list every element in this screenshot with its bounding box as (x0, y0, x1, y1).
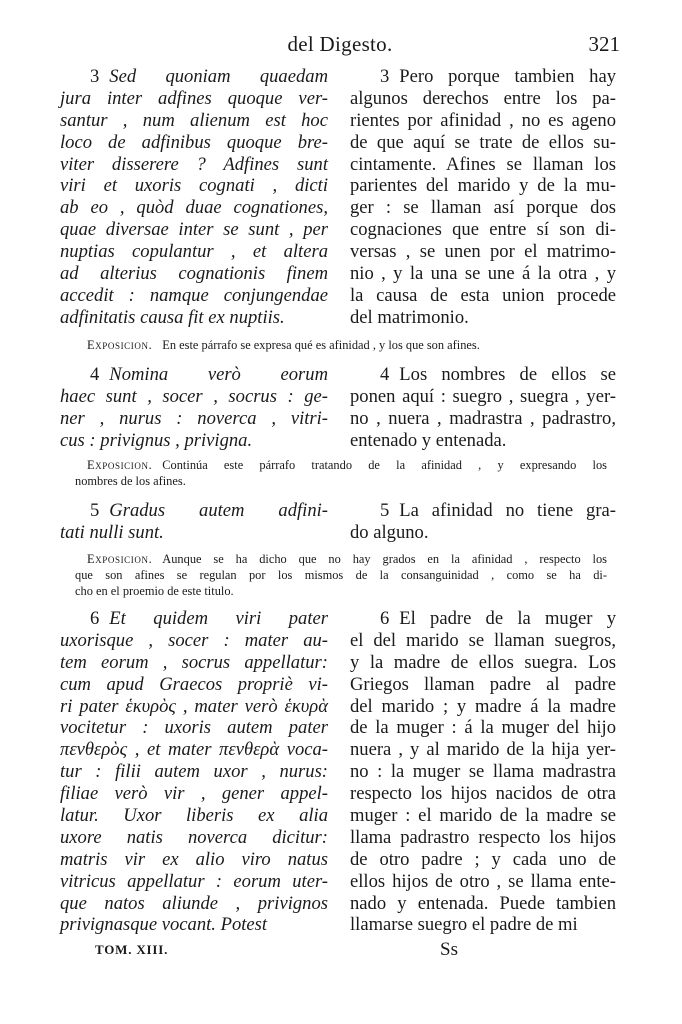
exposition-line: cho en el proemio de este titulo. (75, 584, 234, 598)
text-line: no , nuera , madrastra , padrastro, (350, 407, 616, 429)
text-line (60, 66, 328, 88)
paragraph-5 (60, 500, 620, 544)
exposition-text: Continúa este párrafo tratando de la afinidad , y expresando los (162, 458, 607, 472)
text-line: tati nulli sunt. (60, 521, 164, 543)
text-line: ri pater ἑκυρὸς , mater verò ἑκυρὰ (60, 695, 328, 717)
paragraph-number: 3 (380, 66, 390, 87)
paragraph-6 (60, 608, 620, 938)
text-line: vocitetur : uxoris autem pater (60, 717, 328, 739)
volume-label: TOM. XIII. (95, 942, 169, 957)
text-line: ponen aquí : suegro , suegra , yer- (350, 385, 616, 407)
exposition-text: Aunque se ha dicho que no hay grados en la afinidad , respecto los (162, 552, 607, 566)
text-line (60, 500, 328, 522)
spanish-text-6 (350, 608, 616, 936)
text-line (60, 608, 328, 630)
text-line: que natos aliunde , privignos (60, 892, 328, 914)
spanish-text-4 (350, 364, 616, 452)
exposition-4 (75, 457, 607, 489)
text-line (350, 364, 616, 386)
text-line: nuera , y al marido de la hija yer- (350, 739, 616, 761)
exposition-text: En este párrafo se expresa qué es afinidad , y los que son afines. (162, 338, 480, 352)
text-line: nio , y la una se une á la otra , y (350, 263, 616, 285)
latin-text-5 (60, 500, 328, 544)
text-line: de que aquí se trate de ellos su- (350, 131, 616, 153)
text-line: cus : privignus , privigna. (60, 429, 253, 451)
text-line: privignasque vocant. Potest (60, 914, 268, 936)
exposition-line (75, 337, 607, 353)
exposition-line (75, 551, 607, 567)
text-line (350, 66, 616, 88)
text-line: el del marido se llaman suegros, (350, 629, 616, 651)
text-content: Pero porque tambien hay (399, 66, 616, 87)
running-title: del Digesto. (287, 32, 393, 56)
exposition-label: Exposicion. (87, 552, 153, 566)
text-content: Los nombres de ellos se (399, 364, 616, 385)
exposition-5 (75, 551, 607, 599)
text-line: ner , nurus : noverca , vitri- (60, 407, 328, 429)
text-content: El padre de la muger y (399, 608, 616, 629)
text-line: ad alterius cognationis finem (60, 263, 328, 285)
paragraph-4 (60, 364, 620, 452)
text-line: no : la muger se llama madrastra (350, 761, 616, 783)
text-line: Griegos llaman padre al padre (350, 673, 616, 695)
text-line: πενθερὸς , et mater πενθερὰ voca- (60, 739, 328, 761)
text-content: Nomina verò eorum (109, 364, 328, 385)
text-line: uxorisque , socer : mater au- (60, 629, 328, 651)
paragraph-number: 5 (90, 500, 100, 521)
text-line: cognaciones que entre sí son di- (350, 219, 616, 241)
text-line: algunos derechos entre los pa- (350, 87, 616, 109)
text-line: matris vir ex alio viro natus (60, 848, 328, 870)
text-line: del marido ; y madre á la madre (350, 695, 616, 717)
text-line: y la madre de ellos suegra. Los (350, 651, 616, 673)
paragraph-number: 5 (380, 500, 390, 521)
text-content: Gradus autem adfini- (109, 500, 328, 521)
text-line: uxore natis noverca dicitur: (60, 826, 328, 848)
page-number: 321 (588, 32, 620, 56)
text-line: del matrimonio. (350, 306, 469, 328)
text-line: versas , se unen por el matrimo- (350, 241, 616, 263)
text-content: Et quidem viri pater (109, 608, 328, 629)
exposition-line (75, 457, 607, 473)
text-line: cintamente. Afines se llaman los (350, 153, 616, 175)
text-line: jura inter adfines quoque ver- (60, 87, 328, 109)
paragraph-number: 3 (90, 66, 100, 87)
spanish-text-5 (350, 500, 616, 544)
text-line: nuptias copulantur , et altera (60, 241, 328, 263)
exposition-label: Exposicion. (87, 338, 153, 352)
latin-text-3 (60, 66, 328, 329)
text-line: viri et uxoris cognati , dicti (60, 175, 328, 197)
latin-text-6 (60, 608, 328, 936)
paragraph-number: 6 (380, 608, 390, 629)
text-line: llama padrastro respecto los hijos (350, 826, 616, 848)
text-line: ab eo , quòd duae cognationes, (60, 197, 328, 219)
text-line: llamarse suegro el padre de mi (350, 914, 578, 936)
text-line: cum apud Graecos propriè vi- (60, 673, 328, 695)
text-line: vitricus appellatur : eorum uter- (60, 870, 328, 892)
text-line: de otro padre ; y cada uno de (350, 848, 616, 870)
spanish-text-3 (350, 66, 616, 329)
text-line: parientes del marido y de la mu- (350, 175, 616, 197)
text-line: accedit : namque conjungendae (60, 284, 328, 306)
text-content: Sed quoniam quaedam (109, 66, 328, 87)
text-line: filiae verò vir , gener appel- (60, 783, 328, 805)
text-line (60, 364, 328, 386)
text-line: de la muger : á la muger del hijo (350, 717, 616, 739)
text-line: latur. Uxor liberis ex alia (60, 805, 328, 827)
paragraph-number: 6 (90, 608, 100, 629)
text-line: do alguno. (350, 521, 429, 543)
text-line: rientes por afinidad , no es ageno (350, 109, 616, 131)
text-line: nado y entenada. Puede tambien (350, 892, 616, 914)
text-line: ger : se llaman así porque dos (350, 197, 616, 219)
text-line: quae diversae inter se sunt , per (60, 219, 328, 241)
text-line: la causa de esta union procede (350, 284, 616, 306)
text-line: ellos hijos de otro , se llama ente- (350, 870, 616, 892)
paragraph-number: 4 (380, 364, 390, 385)
text-line: loco de adfinibus quoque bre- (60, 131, 328, 153)
text-line (350, 608, 616, 630)
text-line: respecto los hijos nacidos de otra (350, 783, 616, 805)
exposition-3 (75, 337, 607, 353)
exposition-line: nombres de los afines. (75, 474, 186, 488)
page-footer (95, 939, 515, 966)
text-line: haec sunt , socer , socrus : ge- (60, 385, 328, 407)
latin-text-4 (60, 364, 328, 452)
paragraph-3 (60, 66, 620, 330)
text-line: tem eorum , socrus appellatur: (60, 651, 328, 673)
text-line: viter disserere ? Adfines sunt (60, 153, 328, 175)
running-head (60, 32, 620, 58)
text-line: muger : el marido de la madre se (350, 805, 616, 827)
paragraph-number: 4 (90, 364, 100, 385)
exposition-line: que son afines se regulan por los mismos de la consanguinidad , como se ha di- (75, 568, 607, 582)
exposition-label: Exposicion. (87, 458, 153, 472)
text-line (350, 500, 616, 522)
text-content: La afinidad no tiene gra- (399, 500, 616, 521)
text-line: tur : filii autem uxor , nurus: (60, 761, 328, 783)
text-line: entenado y entenada. (350, 429, 507, 451)
signature-mark: Ss (440, 939, 458, 960)
text-line: adfinitatis causa fit ex nuptiis. (60, 306, 285, 328)
text-line: santur , num alienum est hoc (60, 109, 328, 131)
